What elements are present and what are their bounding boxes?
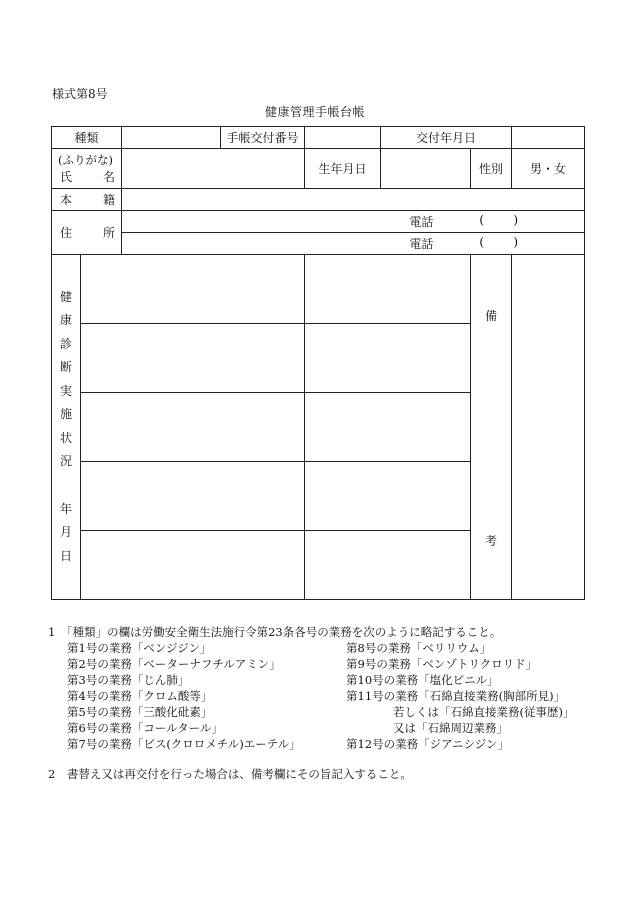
exam-cell-right[interactable] — [305, 393, 471, 462]
list-item: 第9号の業務「ベンゾトリクロリド」 — [346, 657, 538, 671]
exam-cell-right[interactable] — [305, 462, 471, 531]
row-domicile — [52, 189, 585, 211]
address-label-cell — [52, 211, 122, 255]
list-item: 第5号の業務「三酸化砒素」 — [67, 705, 213, 719]
row-address-2 — [52, 233, 585, 255]
form-number: 様式第8号 — [52, 87, 108, 101]
domicile-label-cell — [52, 189, 122, 211]
note-1-intro: 1 「種類」の欄は労働安全衛生法施行令第23条各号の業務を次のように略記すること。 — [48, 625, 502, 639]
remarks-label-1: 備 — [485, 309, 498, 323]
book-number-field[interactable] — [305, 127, 381, 149]
exam-label-char: 実 — [59, 383, 72, 398]
list-item: 第6号の業務「コールタール」 — [67, 721, 223, 735]
exam-cell-left[interactable] — [81, 462, 305, 531]
exam-label-char: 康 — [59, 313, 72, 328]
domicile-label-1: 本 — [60, 193, 73, 207]
list-item: 第10号の業務「塩化ビニル」 — [346, 673, 499, 687]
exam-label-char: 年 — [59, 501, 72, 516]
exam-cell-left[interactable] — [81, 393, 305, 462]
exam-label-char: 月 — [59, 525, 72, 540]
row-kind — [52, 127, 585, 149]
name-label-1: 氏 — [60, 169, 73, 184]
list-item: 第11号の業務「石綿直接業務(胸部所見)」 — [346, 689, 566, 703]
exam-cell-right[interactable] — [305, 255, 471, 324]
exam-cell-left[interactable] — [81, 255, 305, 324]
document-title: 健康管理手帳台帳 — [264, 105, 365, 119]
paren-open-2: ( — [479, 235, 485, 249]
note-1-left-column — [67, 640, 301, 752]
list-item: 第4号の業務「クロム酸等」 — [67, 689, 213, 703]
name-label-cell — [52, 149, 122, 189]
paren-open-1: ( — [479, 213, 485, 227]
address-label-1: 住 — [60, 226, 73, 240]
birth-date-field[interactable] — [381, 149, 471, 189]
exam-label-cell — [52, 255, 81, 600]
paren-close-2: ) — [513, 235, 519, 249]
paren-close-1: ) — [513, 213, 519, 227]
exam-cell-right[interactable] — [305, 324, 471, 393]
phone-label-1: 電話 — [409, 215, 434, 229]
name-label-2: 名 — [103, 169, 116, 184]
exam-cell-left[interactable] — [81, 531, 305, 600]
furigana-label: (ふりがな) — [58, 152, 113, 167]
list-item: 第12号の業務「ジアニシジン」 — [346, 737, 509, 751]
sex-options[interactable]: 男・女 — [512, 149, 585, 189]
name-field[interactable] — [122, 149, 305, 189]
list-item: 第1号の業務「ベンジジン」 — [67, 641, 212, 655]
exam-label-char: 健 — [59, 289, 72, 304]
kind-label: 種類 — [52, 127, 122, 149]
exam-cell-right[interactable] — [305, 531, 471, 600]
address-field-1[interactable] — [122, 211, 585, 233]
address-field-2[interactable] — [122, 233, 585, 255]
domicile-field[interactable] — [122, 189, 585, 211]
sex-label: 性別 — [471, 149, 512, 189]
exam-cell-left[interactable] — [81, 324, 305, 393]
book-number-label: 手帳交付番号 — [221, 127, 305, 149]
issue-date-field[interactable] — [512, 127, 585, 149]
address-label-2: 所 — [103, 226, 116, 240]
list-item: 又は「石綿周辺業務」 — [393, 721, 508, 735]
health-handbook-ledger-table — [51, 126, 585, 600]
exam-label-char: 施 — [59, 407, 72, 422]
exam-label-char: 況 — [59, 454, 72, 469]
remarks-label-cell — [471, 255, 512, 600]
notes-section — [48, 624, 608, 782]
note-2: 2 書替え又は再交付を行った場合は、備考欄にその旨記入すること。 — [48, 767, 412, 781]
note-1-list — [48, 640, 608, 752]
list-item: 第2号の業務「ベーターナフチルアミン」 — [67, 657, 281, 671]
exam-label-char: 診 — [59, 336, 72, 351]
domicile-label-2: 籍 — [103, 193, 116, 207]
list-item: 若しくは「石綿直接業務(従事歴)」 — [393, 705, 575, 719]
row-address-1 — [52, 211, 585, 233]
list-item: 第7号の業務「ビス(クロロメチル)エーテル」 — [67, 737, 301, 751]
list-item: 第8号の業務「ベリリウム」 — [346, 641, 492, 655]
note-1-right-column — [346, 640, 574, 752]
remarks-label-2: 考 — [485, 534, 498, 548]
list-item: 第3号の業務「じん肺」 — [67, 673, 190, 687]
row-name — [52, 149, 585, 189]
issue-date-label: 交付年月日 — [381, 127, 512, 149]
phone-label-2: 電話 — [409, 237, 434, 251]
exam-label-char: 日 — [59, 548, 72, 563]
kind-field[interactable] — [122, 127, 221, 149]
exam-label-char: 断 — [59, 360, 72, 375]
remarks-field[interactable] — [512, 255, 585, 600]
exam-row-1 — [52, 255, 585, 324]
birth-date-label: 生年月日 — [305, 149, 381, 189]
exam-label-char: 状 — [59, 430, 72, 445]
